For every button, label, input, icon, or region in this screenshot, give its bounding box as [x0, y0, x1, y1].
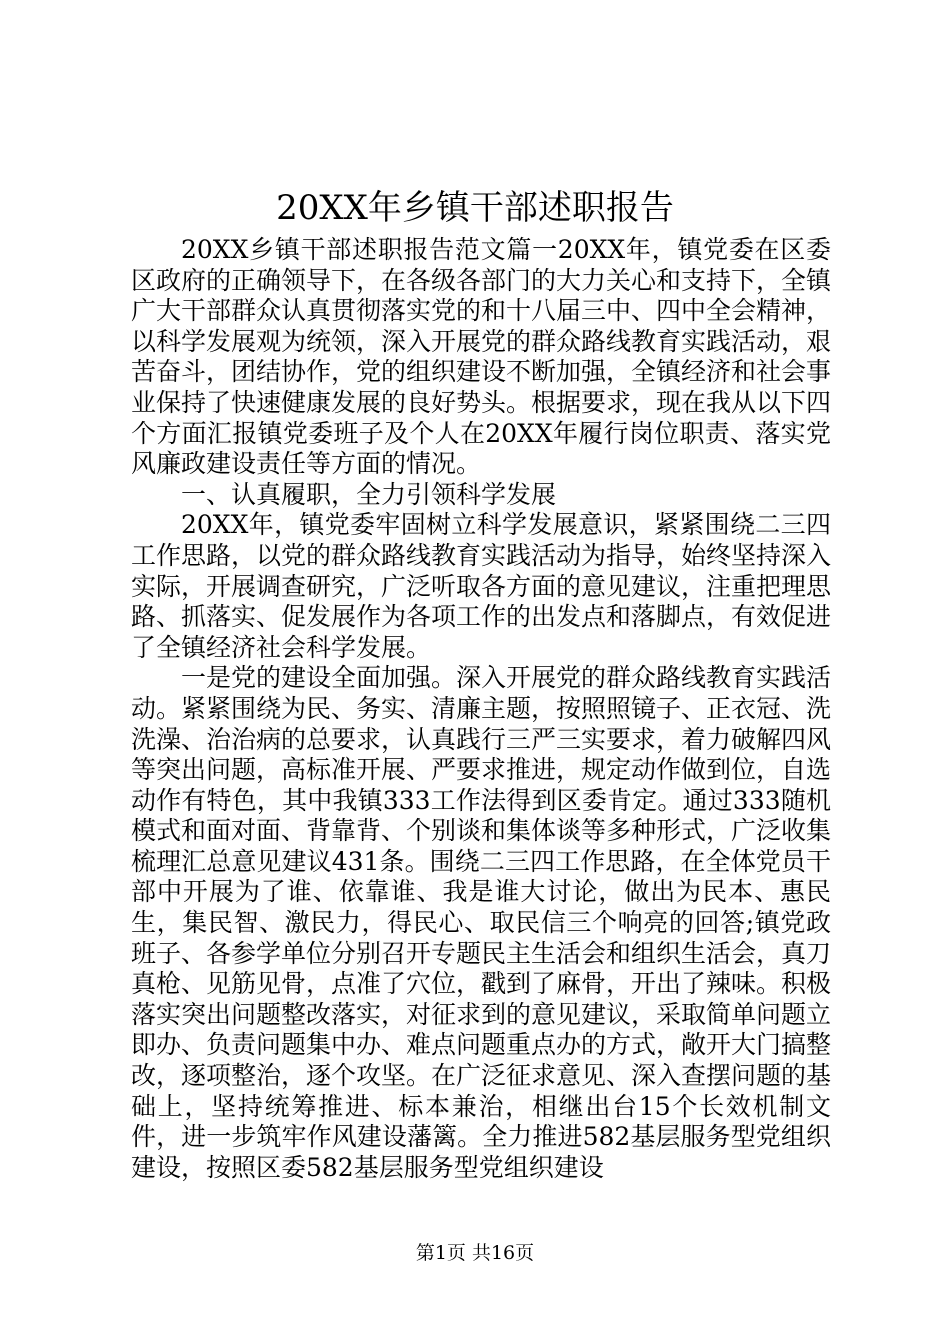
- paragraph-overview: 20XX年，镇党委牢固树立科学发展意识，紧紧围绕二三四工作思路，以党的群众路线教育实践活动为指导，始终坚持深入实际，开展调查研究，广泛听取各方面的意见建议，注重把理思路、抓落实、促发展作为各项工作的出发点和落脚点，有效促进了全镇经济社会科学发展。: [131, 510, 832, 662]
- paragraph-party-building: 一是党的建设全面加强。深入开展党的群众路线教育实践活动。紧紧围绕为民、务实、清廉主题，按照照镜子、正衣冠、洗洗澡、治治病的总要求，认真践行三严三实要求，着力破解四风等突出问题，高标准开展、严要求推进，规定动作做到位，自选动作有特色，其中我镇333工作法得到区委肯定。通过333随机模式和面对面、背靠背、个别谈和集体谈等多种形式，广泛收集梳理汇总意见建议431条。围绕二三四工作思路，在全体党员干部中开展为了谁、依靠谁、我是谁大讨论，做出为民本、惠民生，集民智、激民力，得民心、取民信三个响亮的回答;镇党政班子、各参学单位分别召开专题民主生活会和组织生活会，真刀真枪、见筋见骨，点准了穴位，戳到了麻骨，开出了辣味。积极落实突出问题整改落实，对征求到的意见建议，采取简单问题立即办、负责问题集中办、难点问题重点办的方式，敞开大门搞整改，逐项整治，逐个攻坚。在广泛征求意见、深入查摆问题的基础上，坚持统筹推进、标本兼治，相继出台15个长效机制文件，进一步筑牢作风建设藩篱。全力推进582基层服务型党组织建设，按照区委582基层服务型党组织建设: [131, 663, 832, 1182]
- paragraph-intro: 20XX乡镇干部述职报告范文篇一20XX年，镇党委在区委区政府的正确领导下，在各级各部门的大力关心和支持下，全镇广大干部群众认真贯彻落实党的和十八届三中、四中全会精神，以科学发展观为统领，深入开展党的群众路线教育实践活动，艰苦奋斗，团结协作，党的组织建设不断加强，全镇经济和社会事业保持了快速健康发展的良好势头。根据要求，现在我从以下四个方面汇报镇党委班子及个人在20XX年履行岗位职责、落实党风廉政建设责任等方面的情况。: [131, 235, 832, 479]
- document-body: [131, 235, 831, 1183]
- section-heading: 一、认真履职，全力引领科学发展: [181, 479, 557, 509]
- document-title: 20XX年乡镇干部述职报告: [276, 188, 674, 228]
- page-footer: 第1页 共16页: [415, 1242, 535, 1264]
